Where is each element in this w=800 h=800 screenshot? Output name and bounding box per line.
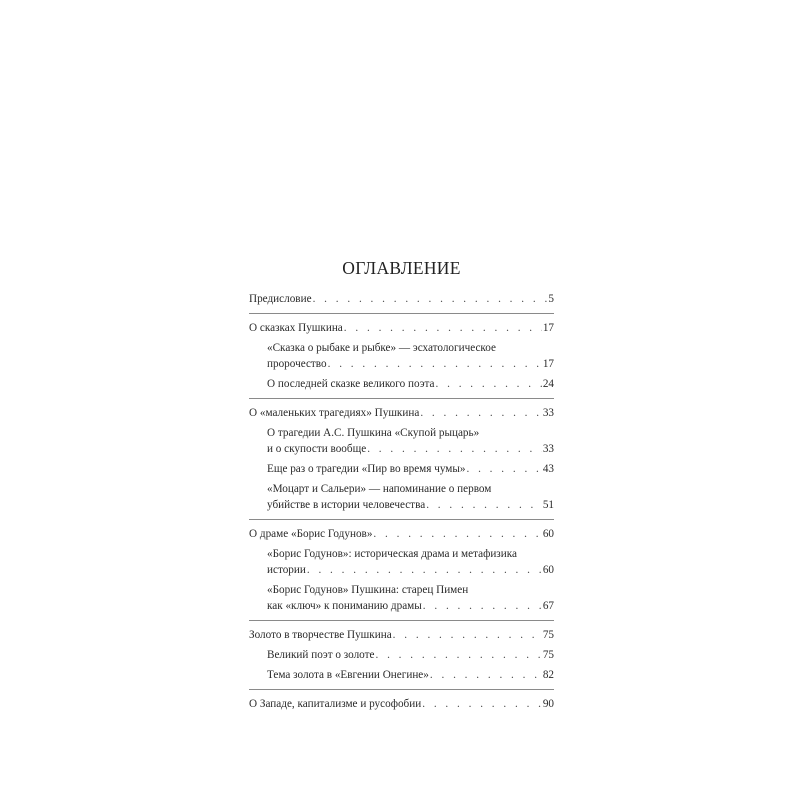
toc-entry-text: Великий поэт о золоте (267, 649, 375, 661)
section-divider (249, 313, 554, 314)
toc-entry-gold (249, 627, 554, 643)
toc-entry-text: Тема золота в «Евгении Онегине» (267, 669, 429, 681)
leader-dots (420, 405, 542, 421)
toc-entry-text: Еще раз о трагедии «Пир во время чумы» (267, 463, 466, 475)
toc-subentry (249, 481, 554, 513)
leader-dots (375, 647, 541, 663)
leader-dots (344, 320, 542, 336)
toc-title: ОГЛАВЛЕНИЕ (342, 258, 461, 278)
toc-entry-text: О Западе, капитализме и русофобии (249, 698, 422, 710)
toc-page-number: 24 (542, 378, 554, 390)
toc-entry-text: О драме «Борис Годунов» (249, 528, 373, 540)
toc-subentry (249, 667, 554, 683)
toc-entry-text: и о скупости вообще (267, 443, 367, 455)
toc-subentry (249, 376, 554, 392)
toc-subentry (249, 582, 554, 614)
toc-entry-text: О последней сказке великого поэта (267, 378, 435, 390)
table-of-contents (249, 258, 554, 712)
toc-page-number: 75 (542, 649, 554, 661)
leader-dots (393, 627, 542, 643)
section-divider (249, 689, 554, 690)
toc-page-number: 5 (548, 293, 554, 305)
toc-subentry (249, 425, 554, 457)
toc-subentry-line1: «Борис Годунов» Пушкина: старец Пимен (267, 584, 469, 596)
section-divider (249, 620, 554, 621)
leader-dots (436, 376, 542, 392)
toc-entry-text: Предисловие (249, 293, 312, 305)
toc-entry-preface (249, 291, 554, 307)
toc-entry-text: О сказках Пушкина (249, 322, 343, 334)
toc-page-number: 33 (542, 407, 554, 419)
toc-entry-west (249, 696, 554, 712)
toc-page-number: 67 (542, 600, 554, 612)
leader-dots (328, 356, 542, 372)
leader-dots (307, 562, 542, 578)
toc-entry-text: Золото в творчестве Пушкина (249, 629, 392, 641)
leader-dots (430, 667, 542, 683)
toc-entry-fairy-tales (249, 320, 554, 336)
leader-dots (422, 696, 542, 712)
toc-subentry-line1: «Борис Годунов»: историческая драма и метафизика (267, 548, 517, 560)
toc-subentry (249, 461, 554, 477)
toc-entry-text: убийстве в истории человечества (267, 499, 426, 511)
toc-subentry-line1: «Сказка о рыбаке и рыбке» — эсхатологическое (267, 342, 496, 354)
leader-dots (313, 291, 548, 307)
section-divider (249, 519, 554, 520)
toc-page-number: 60 (542, 528, 554, 540)
toc-subentry (249, 647, 554, 663)
leader-dots (423, 598, 542, 614)
toc-page-number: 75 (542, 629, 554, 641)
toc-page-number: 33 (542, 443, 554, 455)
toc-subentry (249, 546, 554, 578)
toc-page-number: 17 (542, 358, 554, 370)
toc-page-number: 51 (542, 499, 554, 511)
toc-page-number: 17 (542, 322, 554, 334)
toc-entry-text: пророчество (267, 358, 327, 370)
toc-page-number: 90 (542, 698, 554, 710)
toc-entry-text: О «маленьких трагедиях» Пушкина (249, 407, 420, 419)
toc-entry-text: как «ключ» к пониманию драмы (267, 600, 422, 612)
toc-page-number: 82 (542, 669, 554, 681)
leader-dots (466, 461, 541, 477)
toc-subentry-line1: «Моцарт и Сальери» — напоминание о первом (267, 483, 492, 495)
toc-entry-little-tragedies (249, 405, 554, 421)
toc-subentry (249, 340, 554, 372)
toc-page-number: 43 (542, 463, 554, 475)
toc-page-number: 60 (542, 564, 554, 576)
leader-dots (367, 441, 542, 457)
leader-dots (426, 497, 542, 513)
toc-entry-boris-godunov (249, 526, 554, 542)
section-divider (249, 398, 554, 399)
toc-entry-text: истории (267, 564, 306, 576)
toc-subentry-line1: О трагедии А.С. Пушкина «Скупой рыцарь» (267, 427, 480, 439)
leader-dots (373, 526, 541, 542)
